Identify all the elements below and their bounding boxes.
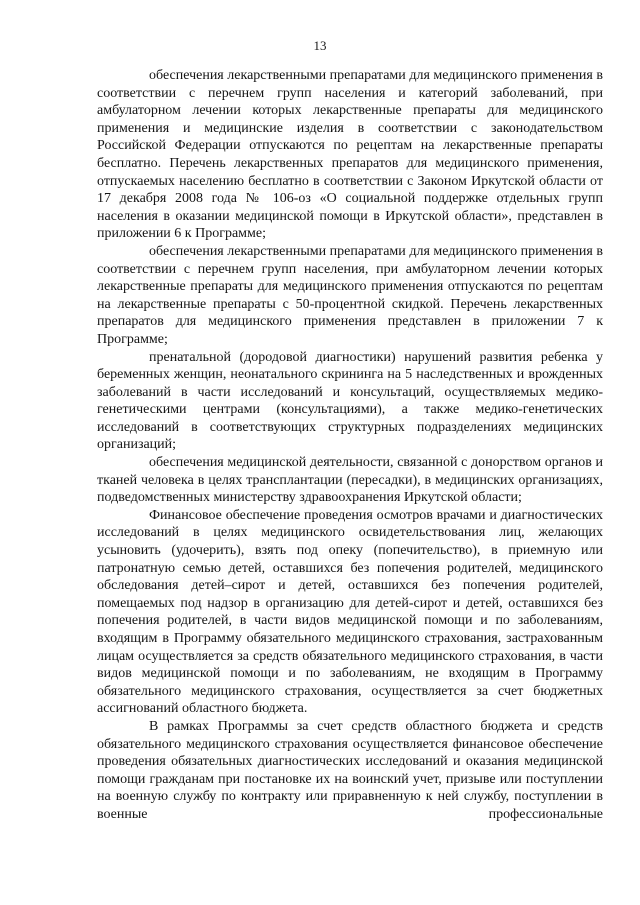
paragraph-adoption-examinations: Финансовое обеспечение проведения осмотров врачами и диагностических исследований в целях медицинского освидетельствования лиц, желающих усыновить (удочерить), взять под опеку (попечительство), в приемную или патронатную семью детей, оставшихся без попечения родителей, медицинского обследования детей–сирот и детей, оставшихся без попечения родителей, помещаемых под надзор в организацию для детей-сирот и детей, оставшихся без попечения родителей, в части видов медицинской помощи и по заболеваниям, входящим в Программу обязательного медицинского страхования, застрахованным лицам осуществляется за средств обязательного медицинского страхования, в части видов медицинской помощи и по заболеваниям, не входящим в Программу обязательного медицинского страхования, осуществляется за счет бюджетных ассигнований областного бюджета. bbox=[97, 507, 603, 717]
body-text bbox=[97, 67, 603, 824]
paragraph-prenatal-diagnostics: пренатальной (дородовой диагностики) нарушений развития ребенка у беременных женщин, неонатального скрининга на 5 наследственных и врожденных заболеваний в части исследований и консультаций, осуществляемых медико-генетическими центрами (консультациями), а также медико-генетических исследований в соответствующих структурных подразделениях медицинских организаций; bbox=[97, 349, 603, 453]
paragraph-medicines-discount: обеспечения лекарственными препаратами для медицинского применения в соответствии с перечнем групп населения, при амбулаторном лечении которых лекарственные препараты для медицинского применения отпускаются по рецептам на лекарственные препараты с 50-процентной скидкой. Перечень лекарственных препаратов для медицинского применения представлен в приложении 7 к Программе; bbox=[97, 243, 603, 347]
paragraph-organ-donation: обеспечения медицинской деятельности, связанной с донорством органов и тканей человека в целях трансплантации (пересадки), в медицинских организациях, подведомственных министерству здравоохранения Иркутской области; bbox=[97, 455, 603, 506]
paragraph-medicines-free: обеспечения лекарственными препаратами для медицинского применения в соответствии с перечнем групп населения и категорий заболеваний, при амбулаторном лечении которых лекарственные препараты для медицинского применения и медицинские изделия в соответствии с законодательством Российской Федерации отпускаются по рецептам на лекарственные препараты бесплатно. Перечень лекарственных препаратов для медицинского применения, отпускаемых населению бесплатно в соответствии с Законом Иркутской области от 17 декабря 2008 года № 106-оз «О социальной поддержке отдельных групп населения в оказании медицинской помощи в Иркутской области», представлен в приложении 6 к Программе; bbox=[97, 68, 603, 242]
paragraph-military-registration: В рамках Программы за счет средств областного бюджета и средств обязательного медицинского страхования осуществляется финансовое обеспечение проведения обязательных диагностических исследований и оказания медицинской помощи гражданам при постановке их на воинский учет, призыве или поступлении на военную службу по контракту или приравненную к ней службу, поступлении в военные профессиональные bbox=[97, 718, 603, 822]
page-number: 13 bbox=[313, 38, 327, 53]
